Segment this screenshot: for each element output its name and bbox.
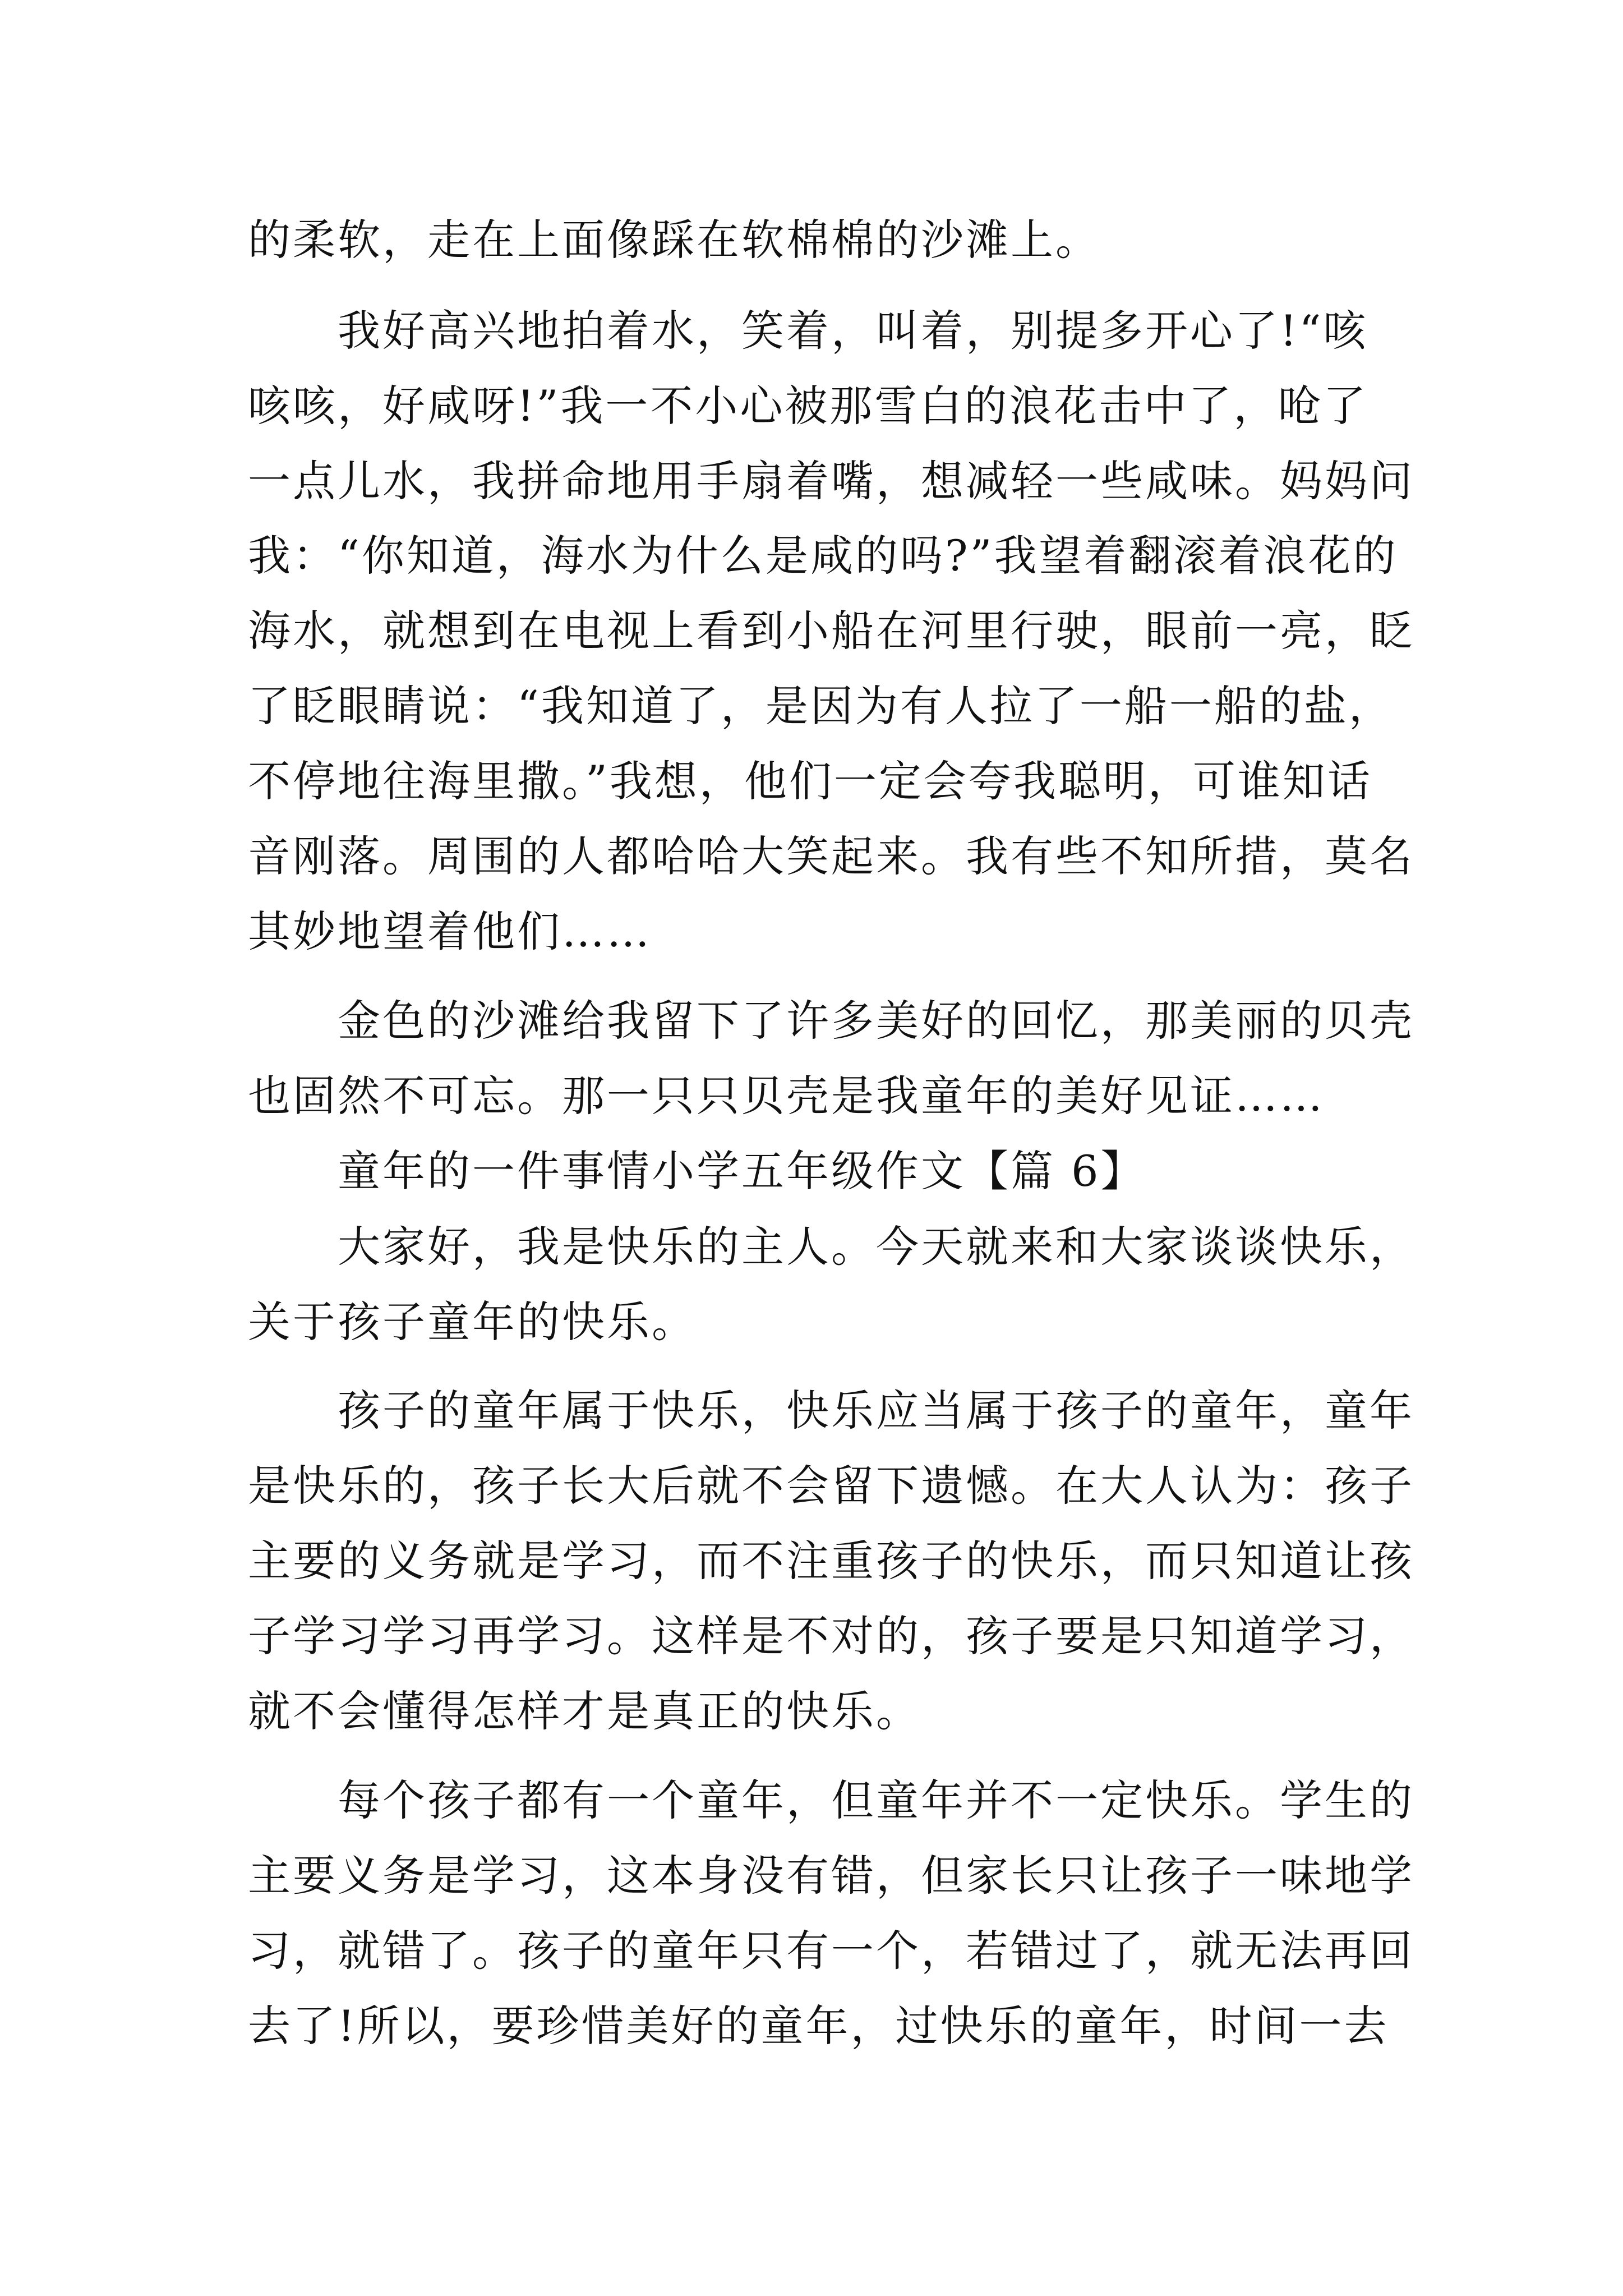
text-line-6: 海水，就想到在电视上看到小船在河里行驶，眼前一亮，眨 (248, 606, 1414, 656)
text-line-18: 主要的义务就是学习，而不注重孩子的快乐，而只知道让孩 (248, 1536, 1414, 1586)
text-line-12: 也固然不可忘。那一只只贝壳是我童年的美好见证…… (248, 1071, 1325, 1121)
text-line-4: 一点儿水，我拼命地用手扇着嘴，想减轻一些咸味。妈妈问 (248, 456, 1414, 506)
text-line-21: 每个孩子都有一个童年，但童年并不一定快乐。学生的 (338, 1775, 1414, 1825)
text-line-20: 就不会懂得怎样才是真正的快乐。 (248, 1686, 921, 1736)
text-line-16: 孩子的童年属于快乐，快乐应当属于孩子的童年，童年 (338, 1386, 1414, 1435)
text-line-10: 其妙地望着他们…… (248, 907, 652, 956)
text-line-3: 咳咳，好咸呀!”我一不小心被那雪白的浪花击中了，呛了 (248, 381, 1368, 431)
text-line-14: 大家好，我是快乐的主人。今天就来和大家谈谈快乐， (338, 1222, 1414, 1272)
text-line-23: 习，就错了。孩子的童年只有一个，若错过了，就无法再回 (248, 1926, 1414, 1976)
text-line-22: 主要义务是学习，这本身没有错，但家长只让孩子一味地学 (248, 1851, 1414, 1901)
text-line-11: 金色的沙滩给我留下了许多美好的回忆，那美丽的贝壳 (338, 996, 1414, 1046)
section-heading: 童年的一件事情小学五年级作文【篇 6】 (338, 1146, 1146, 1196)
text-line-19: 子学习学习再学习。这样是不对的，孩子要是只知道学习， (248, 1611, 1414, 1661)
text-line-7: 了眨眼睛说：“我知道了，是因为有人拉了一船一船的盐， (248, 681, 1394, 731)
text-line-2: 我好高兴地拍着水，笑着，叫着，别提多开心了!“咳 (338, 306, 1368, 356)
text-line-17: 是快乐的，孩子长大后就不会留下遗憾。在大人认为：孩子 (248, 1461, 1414, 1511)
text-line-5: 我：“你知道，海水为什么是咸的吗?”我望着翻滚着浪花的 (248, 531, 1398, 581)
text-line-8: 不停地往海里撒。”我想，他们一定会夸我聪明，可谁知话 (248, 756, 1372, 806)
text-line-1: 的柔软，走在上面像踩在软棉棉的沙滩上。 (248, 215, 1100, 265)
text-line-24: 去了!所以，要珍惜美好的童年，过快乐的童年，时间一去 (248, 2001, 1389, 2051)
text-line-9: 音刚落。周围的人都哈哈大笑起来。我有些不知所措，莫名 (248, 831, 1414, 881)
text-line-15: 关于孩子童年的快乐。 (248, 1297, 697, 1347)
